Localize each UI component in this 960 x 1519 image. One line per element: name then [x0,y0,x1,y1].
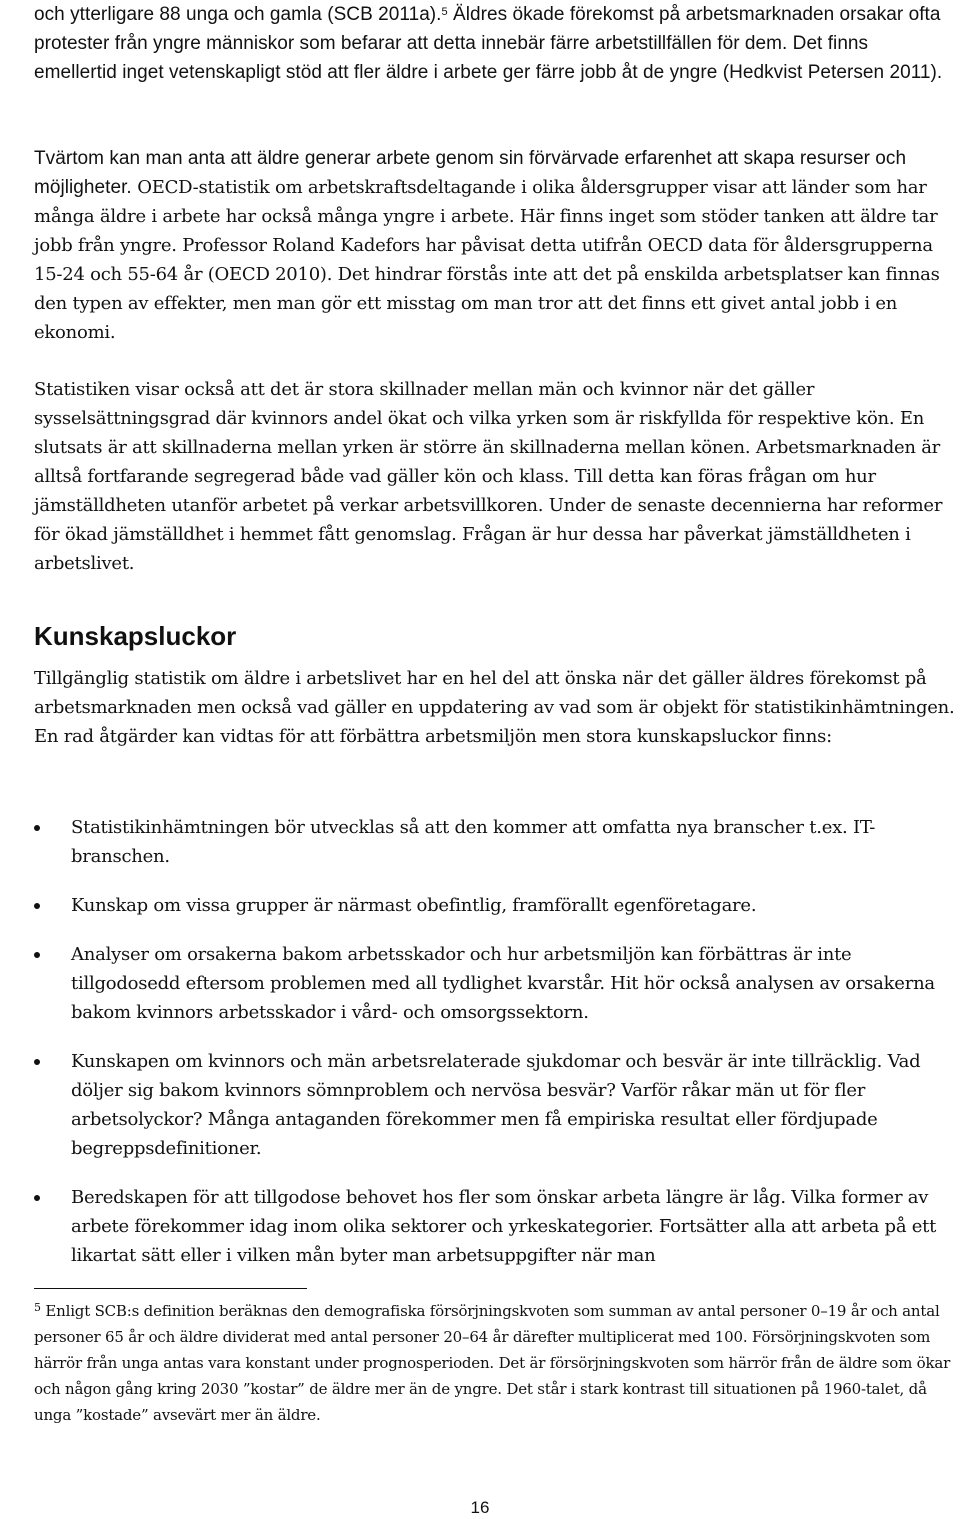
list-item [34,1183,956,1270]
list-item-text: Kunskap om vissa grupper är närmast obefintlig, framförallt egenföretagare. [71,895,757,916]
list-item-text: Analyser om orsakerna bakom arbetsskador och hur arbetsmiljön kan förbättras är inte tillgodosedd eftersom problemen med all tydlighet kvarstår. Hit hör också analysen av orsakerna bakom kvinnors arbetsskador i vård- och omsorgssektorn. [71,944,935,1023]
list-item [34,813,956,871]
footnote-reference: 5 [441,6,448,18]
paragraph-1-text-a: och ytterligare 88 unga och gamla (SCB 2011a). [34,4,442,25]
list-item-text: Statistikinhämtningen bör utvecklas så att den kommer att omfatta nya branscher t.ex. IT-branschen. [71,817,876,867]
page-number: 16 [470,1498,490,1517]
footnote-separator [34,1288,307,1289]
bullet-icon [34,1059,40,1065]
footnote-text: Enligt SCB:s definition beräknas den demografiska försörjningskvoten som summan av antal personer 0–19 år och antal personer 65 år och äldre dividerat med antal personer 20–64 år därefter multiplicerat med 100. Försörjningskvoten som härrör från unga antas vara konstant under prognosperioden. Det är försörjningskvoten som härrör från de äldre som ökar och någon gång kring 2030 ”kostar” de äldre mer än de yngre. Det står i stark kontrast till situationen på 1960-talet, då unga ”kostade” avsevärt mer än äldre. [34,1302,951,1424]
bullet-list [34,813,956,1290]
paragraph-2 [34,144,956,347]
paragraph-3: Statistiken visar också att det är stora skillnader mellan män och kvinnor när det gäller sysselsättningsgrad där kvinnors andel ökat och vilka yrken som är riskfyllda för respektive kön. En slutsats är att skillnaderna mellan yrken är större än skillnaderna mellan könen. Arbetsmarknaden är alltså fortfarande segregerad både vad gäller kön och klass. Till detta kan föras frågan om hur jämställdheten utanför arbetet på verkar arbetsvillkoren. Under de senaste decennierna har reformer för ökad jämställdhet i hemmet fått genomslag. Frågan är hur dessa har påverkat jämställdheten i arbetslivet. [34,379,943,574]
list-item [34,1047,956,1163]
paragraph-2-sans-sentence: Tvärtom kan man anta att äldre generar arbete genom sin förvärvade erfarenhet att skapa resurser och möjligheter. [34,148,907,198]
list-item-text: Beredskapen för att tillgodose behovet hos fler som önskar arbeta längre är låg. Vilka former av arbete förekommer idag inom olika sektorer och yrkeskategorier. Fortsätter alla att arbeta på ett likartat sätt eller i vilken mån byter man arbetsuppgifter när man [71,1187,937,1266]
paragraph-4: Tillgänglig statistik om äldre i arbetslivet har en hel del att önska när det gäller äldres förekomst på arbetsmarknaden men också vad gäller en uppdatering av vad som är objekt för statistikinhämtningen. En rad åtgärder kan vidtas för att förbättra arbetsmiljön men stora kunskapsluckor finns: [34,668,955,747]
list-item-text: Kunskapen om kvinnors och män arbetsrelaterade sjukdomar och besvär är inte tillräcklig. Vad döljer sig bakom kvinnors sömnproblem och nervösa besvär? Varför råkar män ut för fler arbetsolyckor? Många antaganden förekommer men få empiriska resultat eller fördjupade begreppsdefinitioner. [71,1051,921,1159]
paragraph-1 [34,0,956,87]
bullet-icon [34,1195,40,1201]
footnote-number: 5 [34,1301,41,1314]
section-heading: Kunskapsluckor [34,621,237,651]
list-item [34,940,956,1027]
paragraph-2-serif-text: OECD-statistik om arbetskraftsdeltagande i olika åldersgrupper visar att länder som har många äldre i arbete har också många yngre i arbete. Här finns inget som stöder tanken att äldre tar jobb från yngre. Professor Roland Kadefors har påvisat detta utifrån OECD data för åldersgrupperna 15-24 och 55-64 år (OECD 2010). Det hindrar förstås inte att det på enskilda arbetsplatser kan finnas den typen av effekter, men man gör ett misstag om man tror att det finns ett givet antal jobb i en ekonomi. [34,177,940,343]
list-item [34,891,956,920]
bullet-icon [34,903,40,909]
bullet-icon [34,825,40,831]
footnote [34,1298,956,1428]
bullet-icon [34,952,40,958]
paragraph-1-text-b: Äldres ökade förekomst på arbetsmarknaden orsakar ofta protester från yngre människor som befarar att detta innebär färre arbetstillfällen för dem. Det finns emellertid inget vetenskapligt stöd att fler äldre i arbete ger färre jobb åt de yngre (Hedkvist Petersen 2011). [34,4,943,83]
